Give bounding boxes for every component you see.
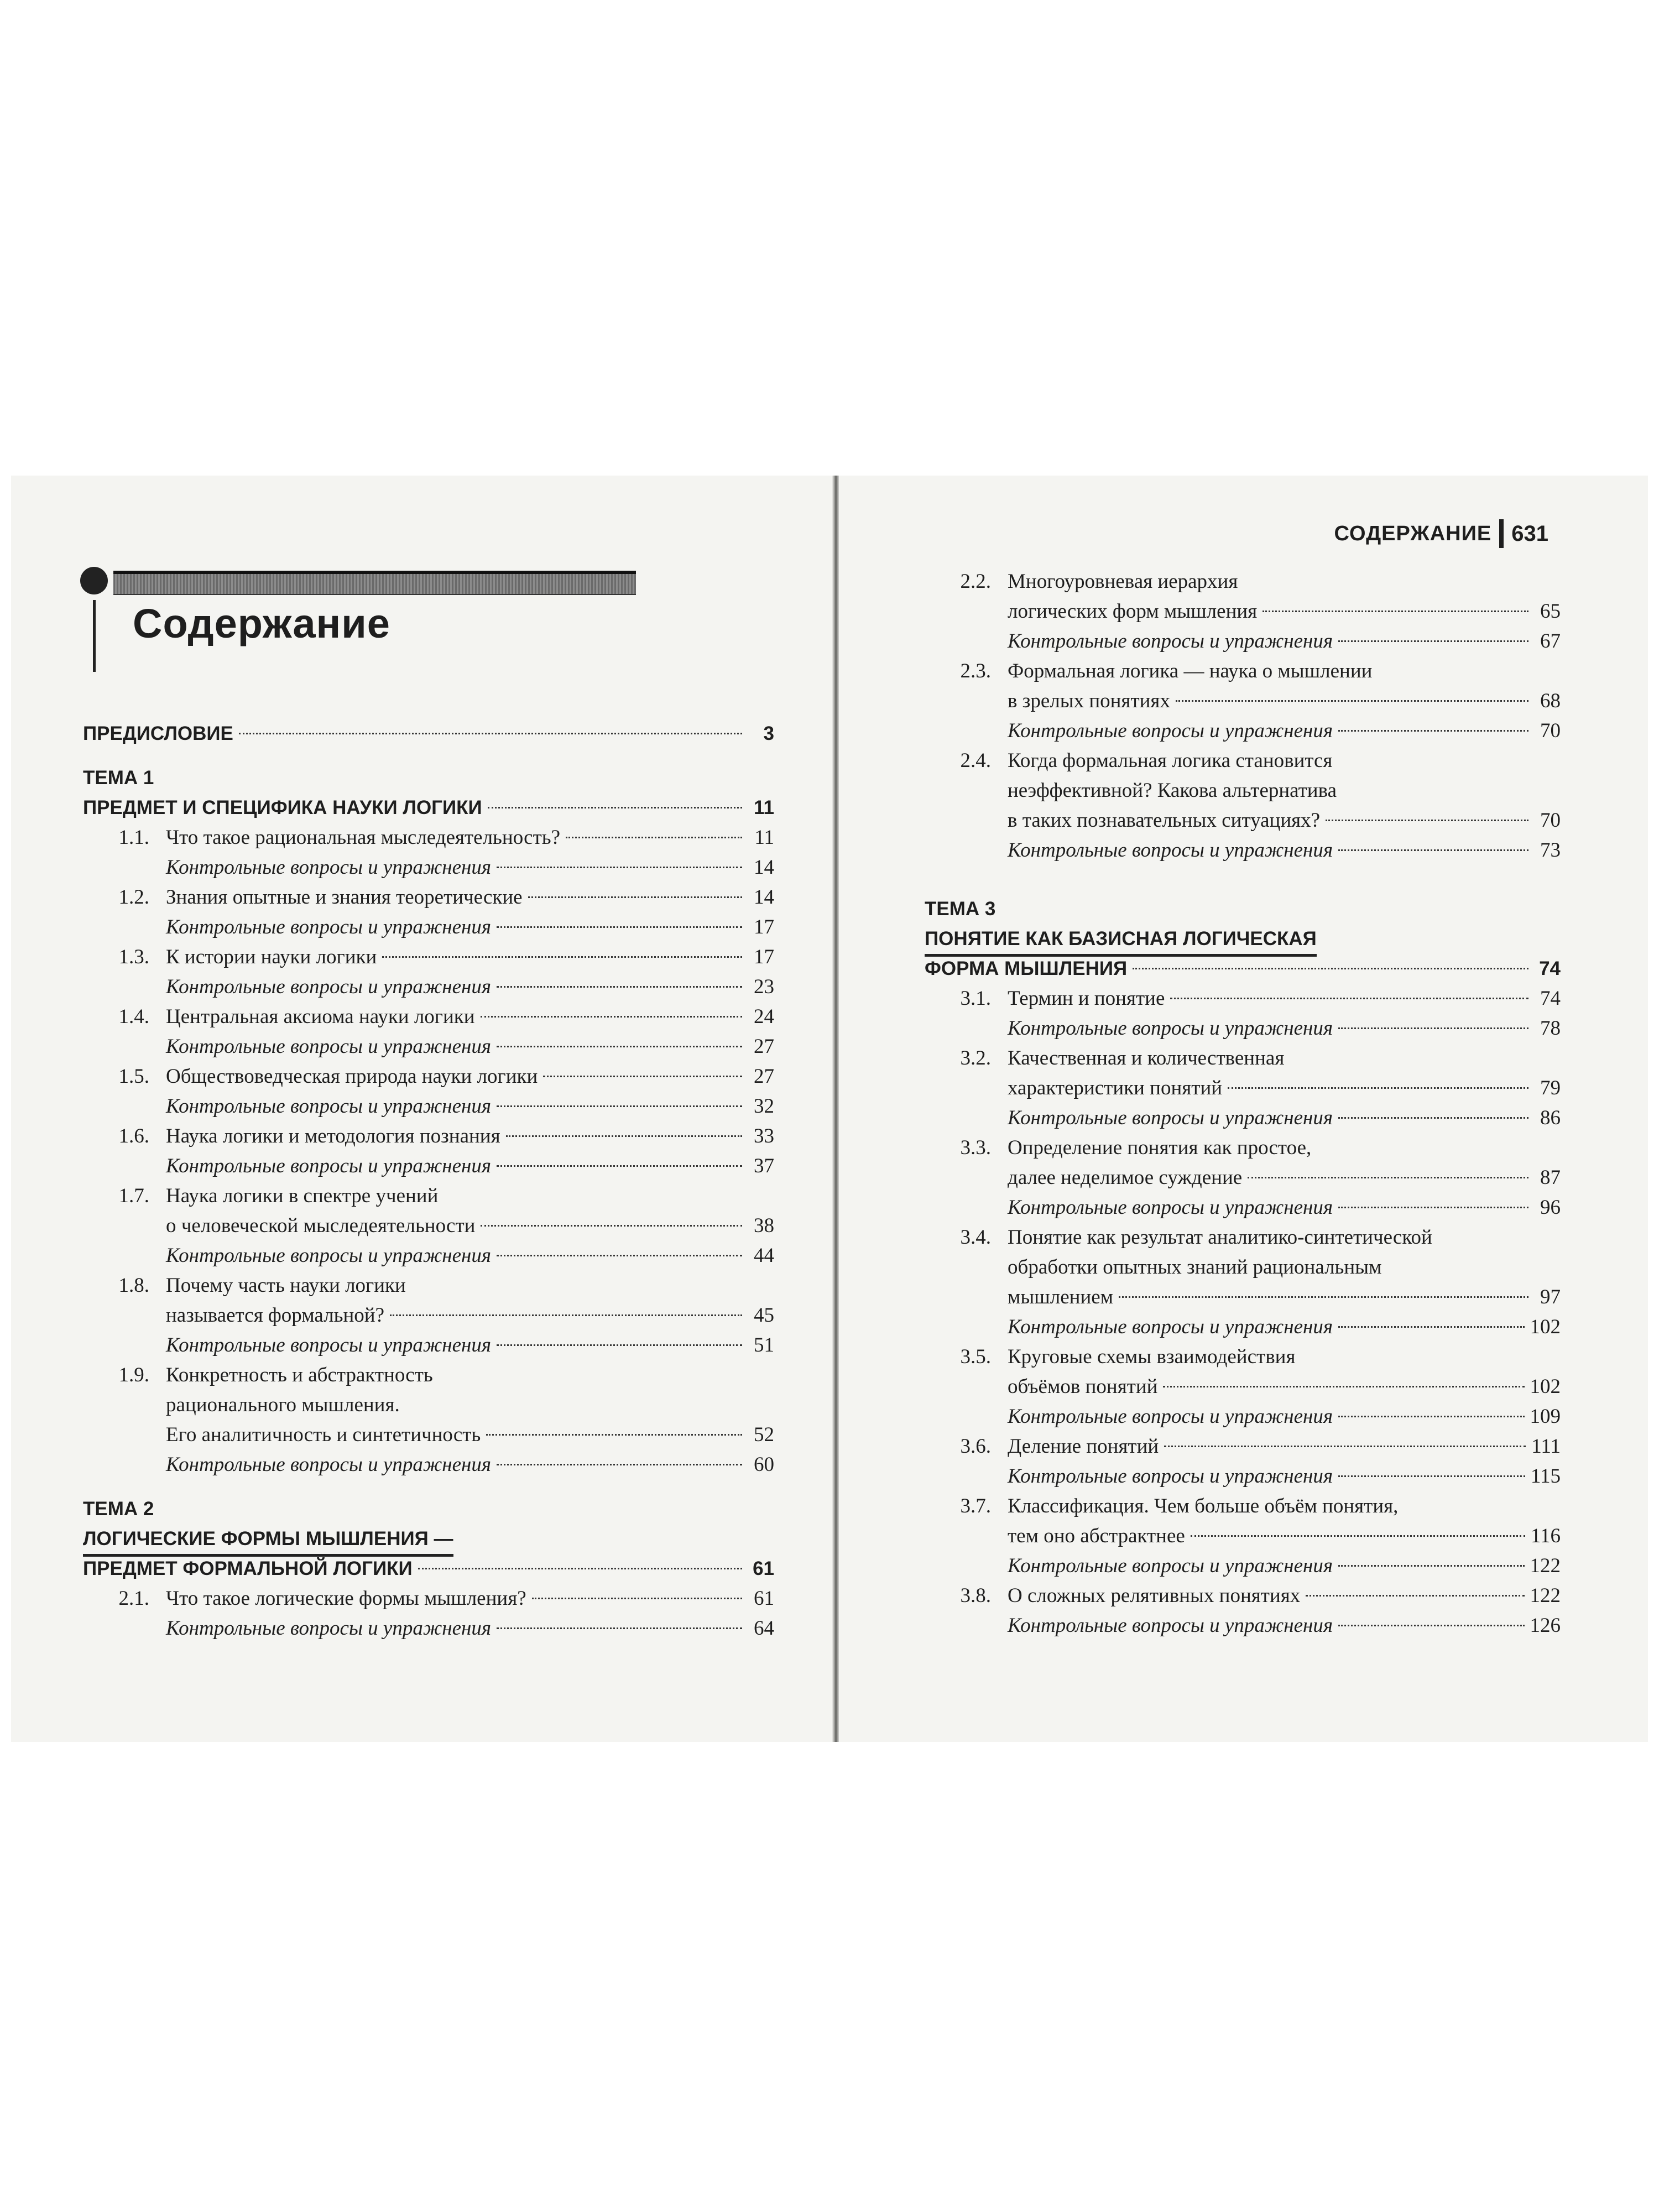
- page-ref: 27: [754, 1035, 774, 1058]
- page-ref: 122: [1530, 1554, 1561, 1577]
- toc-exercises-line: [83, 1092, 774, 1121]
- page-ref: 37: [754, 1155, 774, 1177]
- toc-section-line: [83, 942, 774, 972]
- page-number: 631: [1511, 521, 1548, 546]
- dot-leader: [1163, 1386, 1524, 1387]
- exercises-label: Контрольные вопросы и упражнения: [1008, 1316, 1333, 1338]
- toc-section-line: [925, 597, 1561, 627]
- toc-exercises-line: [83, 912, 774, 942]
- toc-section-line: [83, 1360, 774, 1390]
- toc-section-line: [83, 1002, 774, 1032]
- section-number: 1.7.: [118, 1185, 149, 1207]
- section-number: 3.7.: [960, 1495, 991, 1517]
- dot-leader: [497, 867, 742, 868]
- exercises-label: Контрольные вопросы и упражнения: [166, 1617, 492, 1640]
- dot-leader: [1306, 1595, 1524, 1597]
- dot-leader: [566, 837, 742, 838]
- exercises-label: Контрольные вопросы и упражнения: [1008, 630, 1333, 653]
- toc-exercises-line: [83, 1450, 774, 1480]
- dot-leader: [382, 956, 742, 958]
- toc-exercises-line: [83, 853, 774, 883]
- page-ref: 3: [763, 723, 774, 744]
- dot-leader: [486, 1434, 742, 1436]
- toc-section-line: [83, 1211, 774, 1241]
- page-ref: 45: [754, 1304, 774, 1327]
- dot-leader: [1262, 611, 1528, 612]
- section-title: Что такое логические формы мышления?: [166, 1587, 526, 1610]
- topic-heading: [925, 954, 1561, 984]
- dot-leader: [1228, 1087, 1528, 1089]
- section-number: 1.8.: [118, 1274, 149, 1297]
- section-title: Почему часть науки логики: [166, 1274, 406, 1297]
- toc-section-line: [925, 1073, 1561, 1103]
- exercises-label: Контрольные вопросы и упражнения: [166, 916, 492, 938]
- toc-exercises-line: [925, 1312, 1561, 1342]
- section-number: 1.1.: [118, 826, 149, 849]
- page-ref: 27: [754, 1065, 774, 1088]
- toc-exercises-line: [925, 1462, 1561, 1491]
- section-number: 2.1.: [118, 1587, 149, 1610]
- page-ref: 102: [1530, 1375, 1561, 1398]
- section-title: Что такое рациональная мыследеятельность?: [166, 826, 561, 849]
- page-ref: 32: [754, 1095, 774, 1118]
- toc-section-line: [925, 1432, 1561, 1462]
- dot-leader: [1191, 1535, 1525, 1537]
- section-title: Его аналитичность и синтетичность: [166, 1423, 481, 1446]
- section-number: 1.9.: [118, 1364, 149, 1386]
- toc-exercises-line: [925, 1193, 1561, 1223]
- page-ref: 24: [754, 1005, 774, 1028]
- topic-label: ТЕМА 2: [83, 1498, 154, 1520]
- toc-exercises-line: [925, 1551, 1561, 1581]
- exercises-label: Контрольные вопросы и упражнения: [1008, 1017, 1333, 1040]
- page-ref: 11: [754, 826, 774, 849]
- section-number: 3.6.: [960, 1435, 991, 1458]
- toc-exercises-line: [925, 627, 1561, 656]
- page-ref: 79: [1540, 1077, 1561, 1099]
- section-number: 3.8.: [960, 1584, 991, 1607]
- spacer: [83, 1480, 774, 1494]
- topic-label: ТЕМА 3: [925, 898, 996, 920]
- dot-leader: [1338, 1117, 1528, 1119]
- exercises-label: Контрольные вопросы и упражнения: [166, 1334, 492, 1357]
- left-page: [11, 476, 832, 1742]
- section-number: 3.4.: [960, 1226, 991, 1249]
- section-title: в зрелых понятиях: [1008, 690, 1170, 712]
- section-title: тем оно абстрактнее: [1008, 1525, 1185, 1547]
- toc-section-line: [925, 806, 1561, 836]
- exercises-label: Контрольные вопросы и упражнения: [1008, 1465, 1333, 1488]
- toc-section-line: [83, 1271, 774, 1301]
- toc-section-line: [925, 746, 1561, 776]
- page-ref: 17: [754, 946, 774, 968]
- toc-exercises-line: [925, 716, 1561, 746]
- section-title: Центральная аксиома науки логики: [166, 1005, 475, 1028]
- spacer: [925, 865, 1561, 880]
- dot-leader: [528, 896, 742, 898]
- section-title: логических форм мышления: [1008, 600, 1258, 623]
- toc-section-line: [925, 776, 1561, 806]
- toc-section-line: [925, 1521, 1561, 1551]
- page-ref: 14: [754, 886, 774, 909]
- dot-leader: [239, 733, 742, 734]
- toc-section-line: [925, 686, 1561, 716]
- bullet-dot-icon: [80, 567, 108, 594]
- page-ref: 33: [754, 1125, 774, 1147]
- exercises-label: Контрольные вопросы и упражнения: [166, 975, 492, 998]
- page-ref: 116: [1530, 1525, 1561, 1547]
- section-title: Термин и понятие: [1008, 987, 1165, 1010]
- toc-section-line: [83, 1062, 774, 1092]
- toc-section-line: [925, 1133, 1561, 1163]
- exercises-label: Контрольные вопросы и упражнения: [1008, 1196, 1333, 1219]
- section-number: 1.4.: [118, 1005, 149, 1028]
- dot-leader: [390, 1314, 742, 1316]
- page-ref: 74: [1540, 987, 1561, 1010]
- toc-exercises-line: [925, 1402, 1561, 1432]
- dot-leader: [497, 1105, 742, 1107]
- exercises-label: Контрольные вопросы и упражнения: [166, 1035, 492, 1058]
- section-number: 3.1.: [960, 987, 991, 1010]
- page-ref: 87: [1540, 1166, 1561, 1189]
- section-title: о человеческой мыследеятельности: [166, 1214, 476, 1237]
- page-ref: 38: [754, 1214, 774, 1237]
- page-ref: 61: [753, 1558, 774, 1579]
- dot-leader: [543, 1076, 742, 1077]
- toc-exercises-line: [83, 1241, 774, 1271]
- page-ref: 60: [754, 1453, 774, 1476]
- section-title: Конкретность и абстрактность: [166, 1364, 433, 1386]
- topic-heading: [83, 1524, 774, 1554]
- section-title: называется формальной?: [166, 1304, 385, 1327]
- page-ref: 73: [1540, 839, 1561, 862]
- page-ref: 70: [1540, 809, 1561, 832]
- exercises-label: Контрольные вопросы и упражнения: [1008, 1107, 1333, 1129]
- page-title: Содержание: [133, 601, 390, 646]
- toc-exercises-line: [925, 836, 1561, 865]
- dot-leader: [418, 1568, 742, 1569]
- title-vertical-rule: [93, 600, 96, 672]
- page-ref: 23: [754, 975, 774, 998]
- section-number: 3.5.: [960, 1345, 991, 1368]
- page-ref: 70: [1540, 719, 1561, 742]
- section-title: характеристики понятий: [1008, 1077, 1223, 1099]
- toc-section-line: [925, 567, 1561, 597]
- page-ref: 68: [1540, 690, 1561, 712]
- section-title: Деление понятий: [1008, 1435, 1159, 1458]
- page-ref: 109: [1530, 1405, 1561, 1428]
- spacer: [925, 880, 1561, 894]
- exercises-label: Контрольные вопросы и упражнения: [166, 1453, 492, 1476]
- toc-section-line: [925, 984, 1561, 1014]
- toc-exercises-line: [925, 1014, 1561, 1044]
- topic-tema: [925, 894, 1561, 924]
- running-head-title: СОДЕРЖАНИЕ: [1334, 521, 1492, 545]
- topic-heading: [83, 793, 774, 823]
- dot-leader: [1338, 1475, 1525, 1477]
- page-ref: 17: [754, 916, 774, 938]
- dot-leader: [497, 1627, 742, 1629]
- dot-leader: [497, 1046, 742, 1047]
- section-number: 1.3.: [118, 946, 149, 968]
- toc-section-line: [83, 1584, 774, 1614]
- section-number: 1.2.: [118, 886, 149, 909]
- dot-leader: [1338, 1416, 1524, 1417]
- dot-leader: [481, 1225, 742, 1227]
- section-title: Понятие как результат аналитико-синтетической: [1008, 1226, 1432, 1249]
- dot-leader: [1248, 1177, 1528, 1178]
- dot-leader: [1338, 1565, 1524, 1567]
- dot-leader: [497, 1464, 742, 1465]
- section-title: Знания опытные и знания теоретические: [166, 886, 523, 909]
- exercises-label: Контрольные вопросы и упражнения: [166, 856, 492, 879]
- topic-heading-text: ПРЕДМЕТ ФОРМАЛЬНОЙ ЛОГИКИ: [83, 1558, 413, 1579]
- dot-leader: [497, 1165, 742, 1167]
- section-title: Определение понятия как простое,: [1008, 1136, 1312, 1159]
- toc-section-line: [925, 1491, 1561, 1521]
- exercises-label: Контрольные вопросы и упражнения: [1008, 1554, 1333, 1577]
- dot-leader: [497, 986, 742, 988]
- page-ref: 65: [1540, 600, 1561, 623]
- toc-section-line: [925, 1253, 1561, 1282]
- toc-left: [83, 719, 774, 1644]
- dot-leader: [1338, 640, 1528, 642]
- topic-tema: [83, 1494, 774, 1524]
- section-number: 1.6.: [118, 1125, 149, 1147]
- dot-leader: [488, 807, 742, 808]
- section-title: Наука логики в спектре учений: [166, 1185, 439, 1207]
- right-page: [839, 476, 1648, 1742]
- dot-leader: [1338, 1326, 1524, 1328]
- section-title: далее неделимое суждение: [1008, 1166, 1243, 1189]
- dot-leader: [1338, 1027, 1528, 1029]
- dot-leader: [1170, 998, 1528, 999]
- section-number: 2.4.: [960, 749, 991, 772]
- topic-label: ТЕМА 1: [83, 767, 154, 789]
- running-head-divider: [1499, 519, 1504, 548]
- section-title: неэффективной? Какова альтернатива: [1008, 779, 1337, 802]
- topic-heading-text: ПОНЯТИЕ КАК БАЗИСНАЯ ЛОГИЧЕСКАЯ: [925, 924, 1317, 957]
- toc-section-line: [83, 1420, 774, 1450]
- dot-leader: [1119, 1296, 1528, 1298]
- page-ref: 115: [1530, 1465, 1561, 1488]
- page-ref: 102: [1530, 1316, 1561, 1338]
- topic-heading: [925, 924, 1561, 954]
- toc-exercises-line: [83, 1614, 774, 1644]
- dot-leader: [1338, 1207, 1528, 1208]
- book-gutter: [832, 476, 839, 1742]
- dot-leader: [497, 1344, 742, 1346]
- section-title: объёмов понятий: [1008, 1375, 1158, 1398]
- section-title: Классификация. Чем больше объём понятия,: [1008, 1495, 1399, 1517]
- toc-section-line: [925, 656, 1561, 686]
- exercises-label: Контрольные вопросы и упражнения: [166, 1155, 492, 1177]
- toc-section-line: [925, 1044, 1561, 1073]
- toc-exercises-line: [83, 1032, 774, 1062]
- toc-exercises-line: [925, 1103, 1561, 1133]
- dot-leader: [497, 1255, 742, 1256]
- dot-leader: [532, 1598, 742, 1599]
- page-ref: 78: [1540, 1017, 1561, 1040]
- toc-section-line: [925, 1163, 1561, 1193]
- section-title: в таких познавательных ситуациях?: [1008, 809, 1321, 832]
- dot-leader: [1164, 1446, 1526, 1447]
- toc-exercises-line: [83, 1331, 774, 1360]
- dot-leader: [1326, 820, 1528, 821]
- dot-leader: [481, 1016, 742, 1018]
- toc-section-line: [83, 883, 774, 912]
- section-title: О сложных релятивных понятиях: [1008, 1584, 1301, 1607]
- section-number: 3.2.: [960, 1047, 991, 1070]
- topic-heading-text: ЛОГИЧЕСКИЕ ФОРМЫ МЫШЛЕНИЯ —: [83, 1524, 453, 1557]
- page-ref: 74: [1539, 958, 1561, 979]
- section-title: Наука логики и методология познания: [166, 1125, 500, 1147]
- page-ref: 61: [754, 1587, 774, 1610]
- page-ref: 122: [1530, 1584, 1561, 1607]
- section-number: 2.2.: [960, 570, 991, 593]
- dot-leader: [1338, 730, 1528, 732]
- section-title: К истории науки логики: [166, 946, 377, 968]
- toc-section-line: [83, 823, 774, 853]
- section-title: Обществоведческая природа науки логики: [166, 1065, 538, 1088]
- page-ref: 52: [754, 1423, 774, 1446]
- toc-section-line: [925, 1372, 1561, 1402]
- dot-leader: [1176, 700, 1528, 702]
- section-title: Качественная и количественная: [1008, 1047, 1285, 1070]
- page-ref: 97: [1540, 1286, 1561, 1308]
- toc-section-line: [83, 1301, 774, 1331]
- section-title: Когда формальная логика становится: [1008, 749, 1333, 772]
- page-ref: 86: [1540, 1107, 1561, 1129]
- topic-tema: [83, 763, 774, 793]
- toc-preface: [83, 719, 774, 749]
- toc-section-line: [925, 1223, 1561, 1253]
- dot-leader: [1338, 1625, 1524, 1626]
- toc-section-line: [925, 1581, 1561, 1611]
- page-ref: 51: [754, 1334, 774, 1357]
- preface-label: ПРЕДИСЛОВИЕ: [83, 723, 233, 744]
- exercises-label: Контрольные вопросы и упражнения: [166, 1095, 492, 1118]
- exercises-label: Контрольные вопросы и упражнения: [1008, 1614, 1333, 1637]
- section-number: 3.3.: [960, 1136, 991, 1159]
- toc-section-line: [83, 1390, 774, 1420]
- toc-section-line: [83, 1181, 774, 1211]
- exercises-label: Контрольные вопросы и упражнения: [1008, 1405, 1333, 1428]
- running-head: [1334, 514, 1548, 553]
- dot-leader: [506, 1135, 742, 1137]
- page-ref: 96: [1540, 1196, 1561, 1219]
- topic-heading-text: ПРЕДМЕТ И СПЕЦИФИКА НАУКИ ЛОГИКИ: [83, 797, 482, 818]
- page-ref: 126: [1530, 1614, 1561, 1637]
- page-ref: 67: [1540, 630, 1561, 653]
- section-title: обработки опытных знаний рациональным: [1008, 1256, 1382, 1279]
- section-title: Круговые схемы взаимодействия: [1008, 1345, 1296, 1368]
- topic-heading-text: ФОРМА МЫШЛЕНИЯ: [925, 958, 1128, 979]
- dot-leader: [497, 926, 742, 928]
- exercises-label: Контрольные вопросы и упражнения: [166, 1244, 492, 1267]
- section-number: 2.3.: [960, 660, 991, 682]
- exercises-label: Контрольные вопросы и упражнения: [1008, 839, 1333, 862]
- toc-section-line: [83, 1121, 774, 1151]
- page-ref: 111: [1531, 1435, 1561, 1458]
- page-ref: 64: [754, 1617, 774, 1640]
- toc-section-line: [925, 1342, 1561, 1372]
- page-ref: 11: [754, 797, 774, 818]
- section-number: 1.5.: [118, 1065, 149, 1088]
- toc-section-line: [925, 1282, 1561, 1312]
- toc-right: [925, 567, 1561, 1641]
- toc-exercises-line: [83, 1151, 774, 1181]
- section-title: Многоуровневая иерархия: [1008, 570, 1238, 593]
- dot-leader: [1133, 968, 1528, 969]
- toc-exercises-line: [83, 972, 774, 1002]
- dot-leader: [1338, 849, 1528, 851]
- section-title: рационального мышления.: [166, 1394, 400, 1416]
- page-ref: 14: [754, 856, 774, 879]
- exercises-label: Контрольные вопросы и упражнения: [1008, 719, 1333, 742]
- toc-exercises-line: [925, 1611, 1561, 1641]
- page-ref: 44: [754, 1244, 774, 1267]
- section-title: мышлением: [1008, 1286, 1114, 1308]
- header-rule: [113, 571, 636, 595]
- topic-heading: [83, 1554, 774, 1584]
- section-title: Формальная логика — наука о мышлении: [1008, 660, 1373, 682]
- spacer: [83, 749, 774, 763]
